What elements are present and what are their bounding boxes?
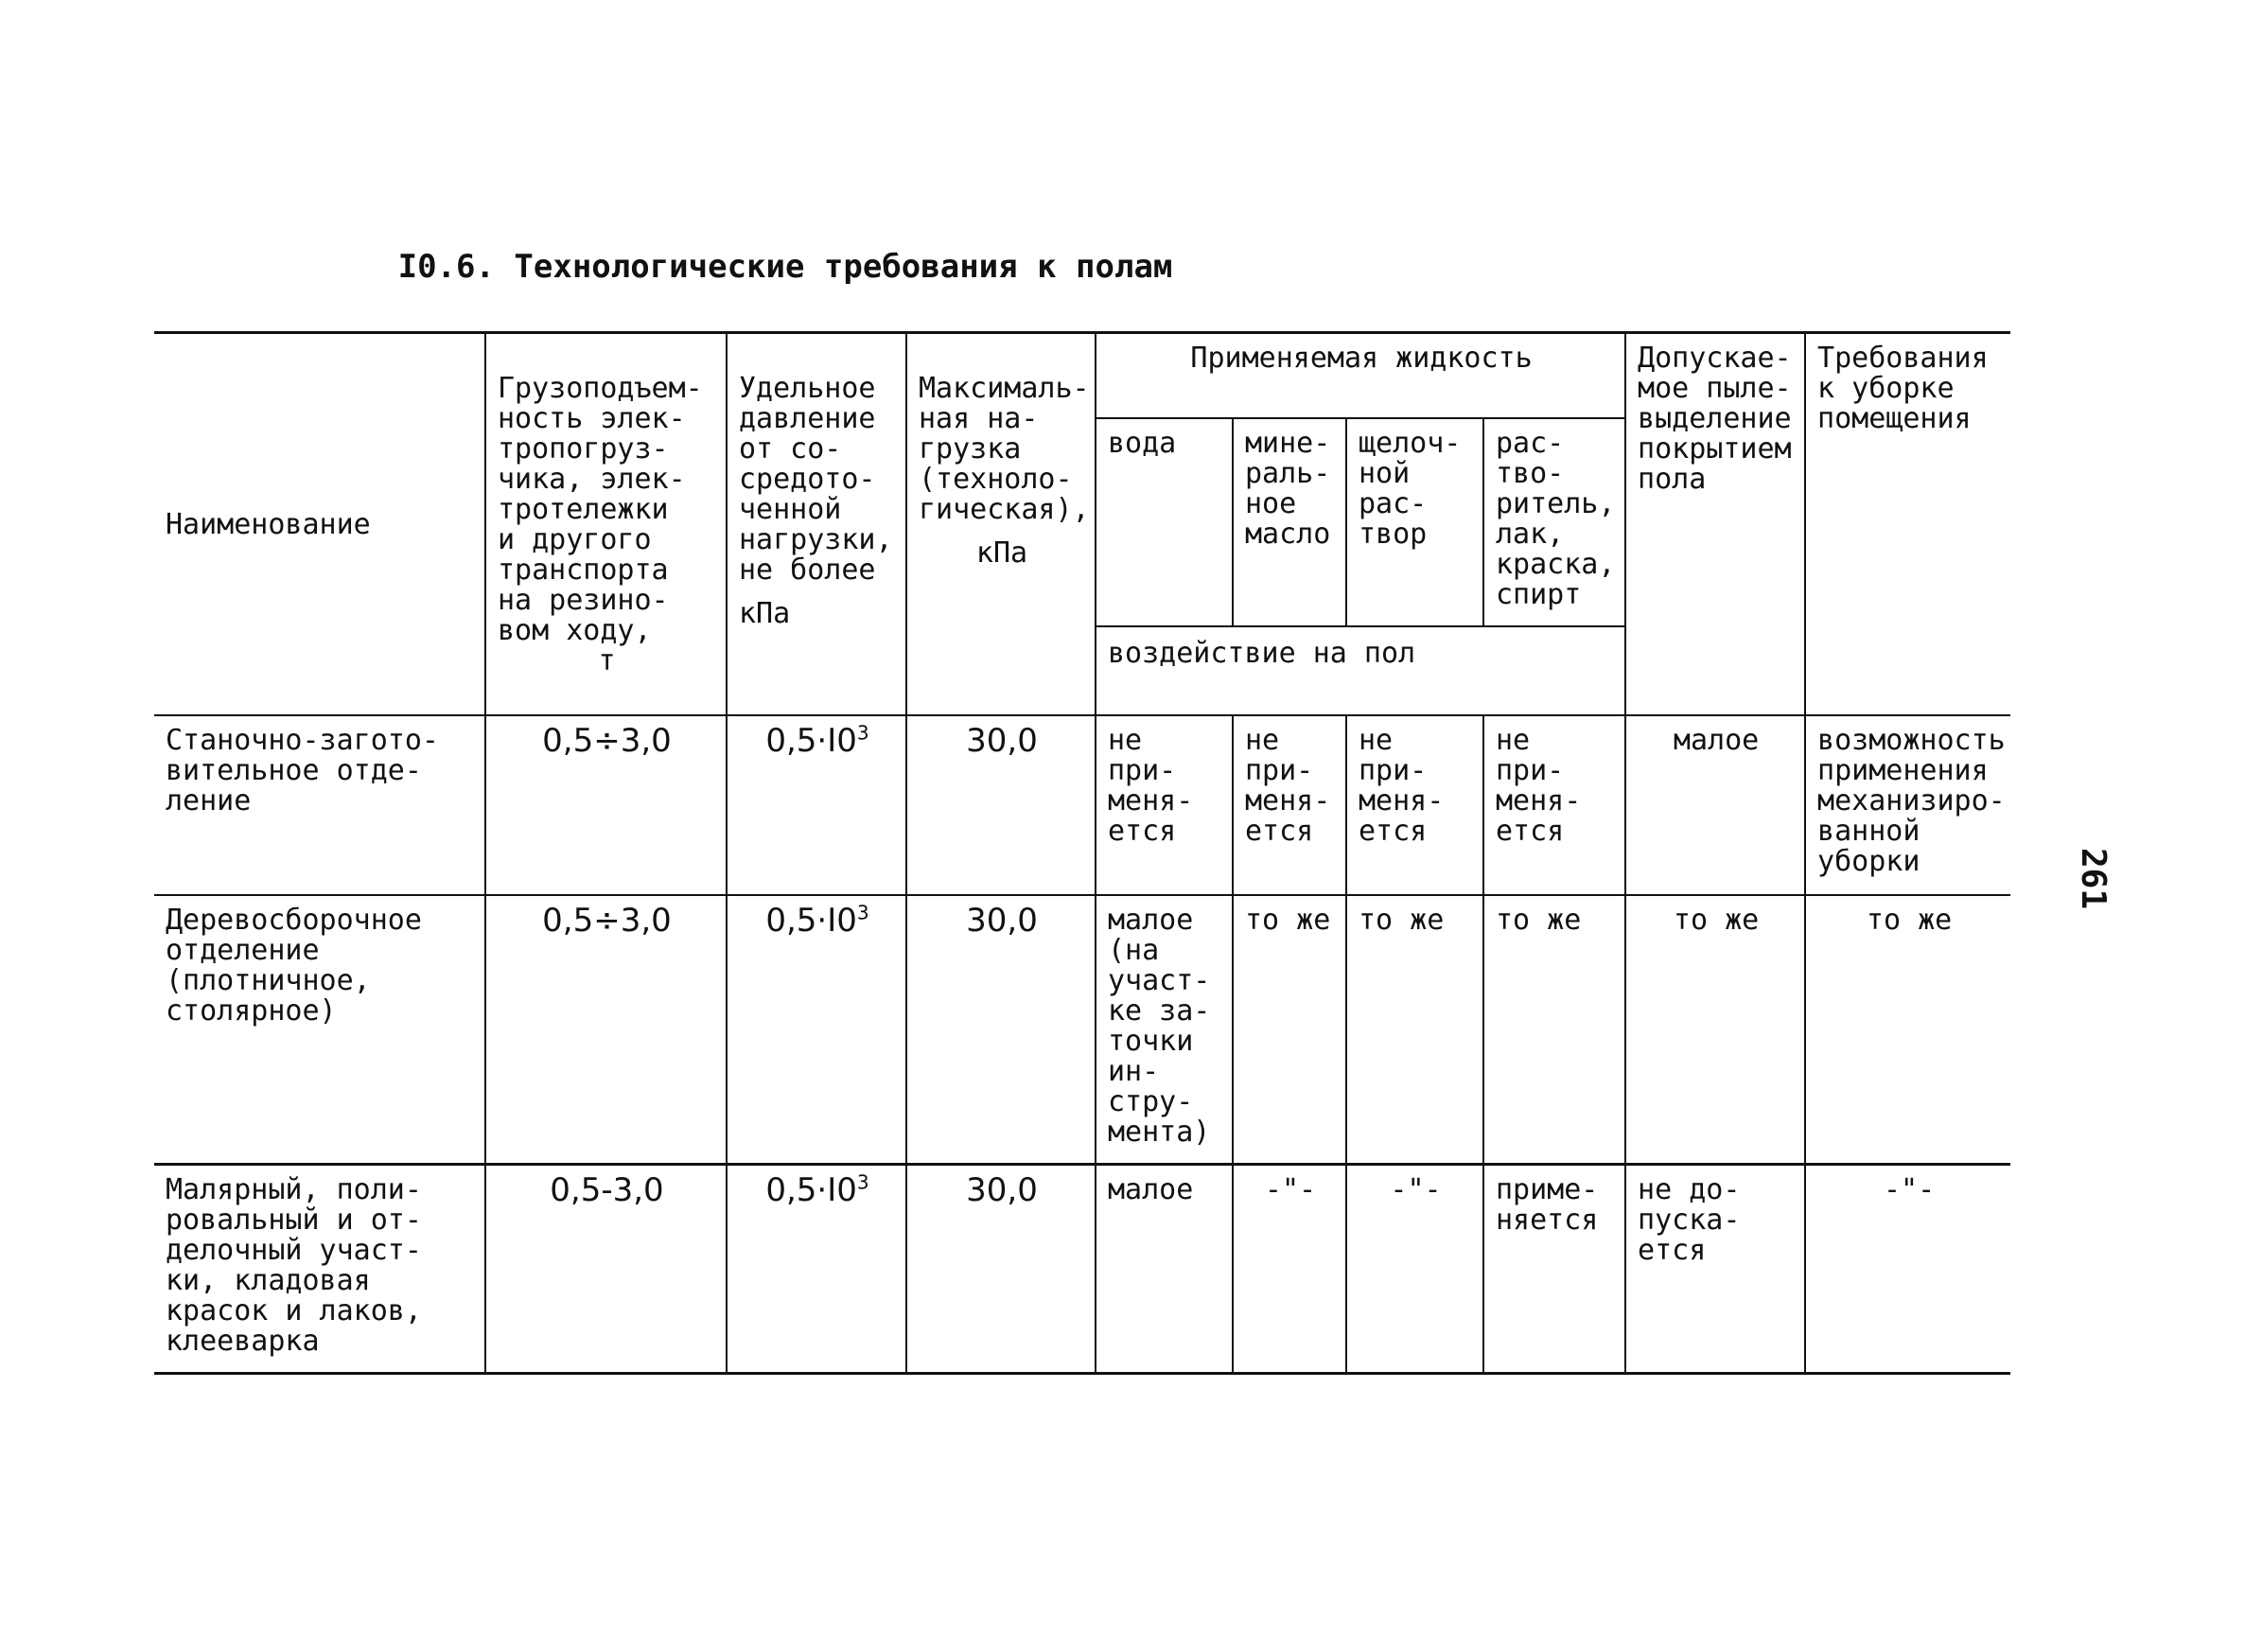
row-name: Станочно-загото- вительное отде- ление bbox=[154, 715, 485, 895]
header-max-load-unit: кПа bbox=[975, 536, 1028, 570]
header-capacity bbox=[485, 333, 727, 716]
header-impact: воздействие на пол bbox=[1096, 626, 1625, 715]
table-row bbox=[154, 1165, 2010, 1374]
header-cleaning: Требования к уборке помещения bbox=[1805, 333, 2010, 716]
row-pressure-exp: 3 bbox=[856, 901, 869, 924]
row-alkaline: то же bbox=[1346, 895, 1483, 1165]
header-alkaline: щелоч- ной рас- твор bbox=[1346, 418, 1483, 626]
header-pressure-unit: кПа bbox=[739, 597, 791, 630]
header-pressure bbox=[727, 333, 906, 716]
header-max-load-text: Максималь- ная на- грузка (техноло- гическая), bbox=[919, 372, 1090, 526]
floor-requirements-table bbox=[154, 331, 2010, 1375]
row-name: Малярный, поли- ровальный и от- делочный участ- ки, кладовая красок и лаков, клееварка bbox=[154, 1165, 485, 1374]
row-solvent: то же bbox=[1483, 895, 1625, 1165]
row-dust: малое bbox=[1625, 715, 1805, 895]
table-row bbox=[154, 715, 2010, 895]
row-capacity: 0,5-3,0 bbox=[485, 1165, 727, 1374]
row-pressure-base: 0,5·I0 bbox=[765, 902, 857, 940]
header-name: Наименование bbox=[154, 333, 485, 716]
row-max-load: 30,0 bbox=[906, 1165, 1096, 1374]
row-water: не при- меня- ется bbox=[1096, 715, 1233, 895]
header-liquid-group: Применяемая жидкость bbox=[1096, 333, 1625, 419]
row-dust: то же bbox=[1625, 895, 1805, 1165]
row-water: малое (на участ- ке за- точки ин- стру- мента) bbox=[1096, 895, 1233, 1165]
row-capacity: 0,5÷3,0 bbox=[485, 715, 727, 895]
row-pressure-exp: 3 bbox=[856, 721, 869, 745]
row-alkaline: -"- bbox=[1346, 1165, 1483, 1374]
row-pressure bbox=[727, 895, 906, 1165]
row-max-load: 30,0 bbox=[906, 895, 1096, 1165]
page-number: 261 bbox=[2074, 847, 2113, 910]
header-mineral-oil: мине- раль- ное масло bbox=[1233, 418, 1346, 626]
header-pressure-text: Удельное давление от со- средото- ченной нагрузки, не более bbox=[739, 372, 893, 587]
row-solvent: не при- меня- ется bbox=[1483, 715, 1625, 895]
row-dust: не до- пуска- ется bbox=[1625, 1165, 1805, 1374]
row-mineral-oil: не при- меня- ется bbox=[1233, 715, 1346, 895]
header-capacity-text: Грузоподъем- ность элек- тропогруз- чика, элек- тротележки и другого транспорта на резино- вом ходу, bbox=[498, 372, 703, 647]
header-solvent: рас- тво- ритель, лак, краска, спирт bbox=[1483, 418, 1625, 626]
row-pressure-base: 0,5·I0 bbox=[765, 722, 857, 760]
row-cleaning: -"- bbox=[1805, 1165, 2010, 1374]
row-pressure bbox=[727, 1165, 906, 1374]
row-alkaline: не при- меня- ется bbox=[1346, 715, 1483, 895]
row-max-load: 30,0 bbox=[906, 715, 1096, 895]
header-capacity-unit: т bbox=[598, 644, 616, 677]
row-pressure bbox=[727, 715, 906, 895]
page-title: I0.6. Технологические требования к полам bbox=[397, 248, 1173, 286]
header-row bbox=[154, 333, 2010, 419]
row-mineral-oil: то же bbox=[1233, 895, 1346, 1165]
row-pressure-exp: 3 bbox=[856, 1170, 869, 1194]
table-row bbox=[154, 895, 2010, 1165]
header-max-load bbox=[906, 333, 1096, 716]
row-cleaning: то же bbox=[1805, 895, 2010, 1165]
header-dust: Допускае- мое пыле- выделение покрытием пола bbox=[1625, 333, 1805, 716]
row-mineral-oil: -"- bbox=[1233, 1165, 1346, 1374]
row-solvent: приме- няется bbox=[1483, 1165, 1625, 1374]
row-water: малое bbox=[1096, 1165, 1233, 1374]
row-name: Деревосборочное отделение (плотничное, столярное) bbox=[154, 895, 485, 1165]
row-cleaning: возможность применения механизиро- ванной уборки bbox=[1805, 715, 2010, 895]
row-capacity: 0,5÷3,0 bbox=[485, 895, 727, 1165]
header-water: вода bbox=[1096, 418, 1233, 626]
row-pressure-base: 0,5·I0 bbox=[765, 1171, 857, 1209]
